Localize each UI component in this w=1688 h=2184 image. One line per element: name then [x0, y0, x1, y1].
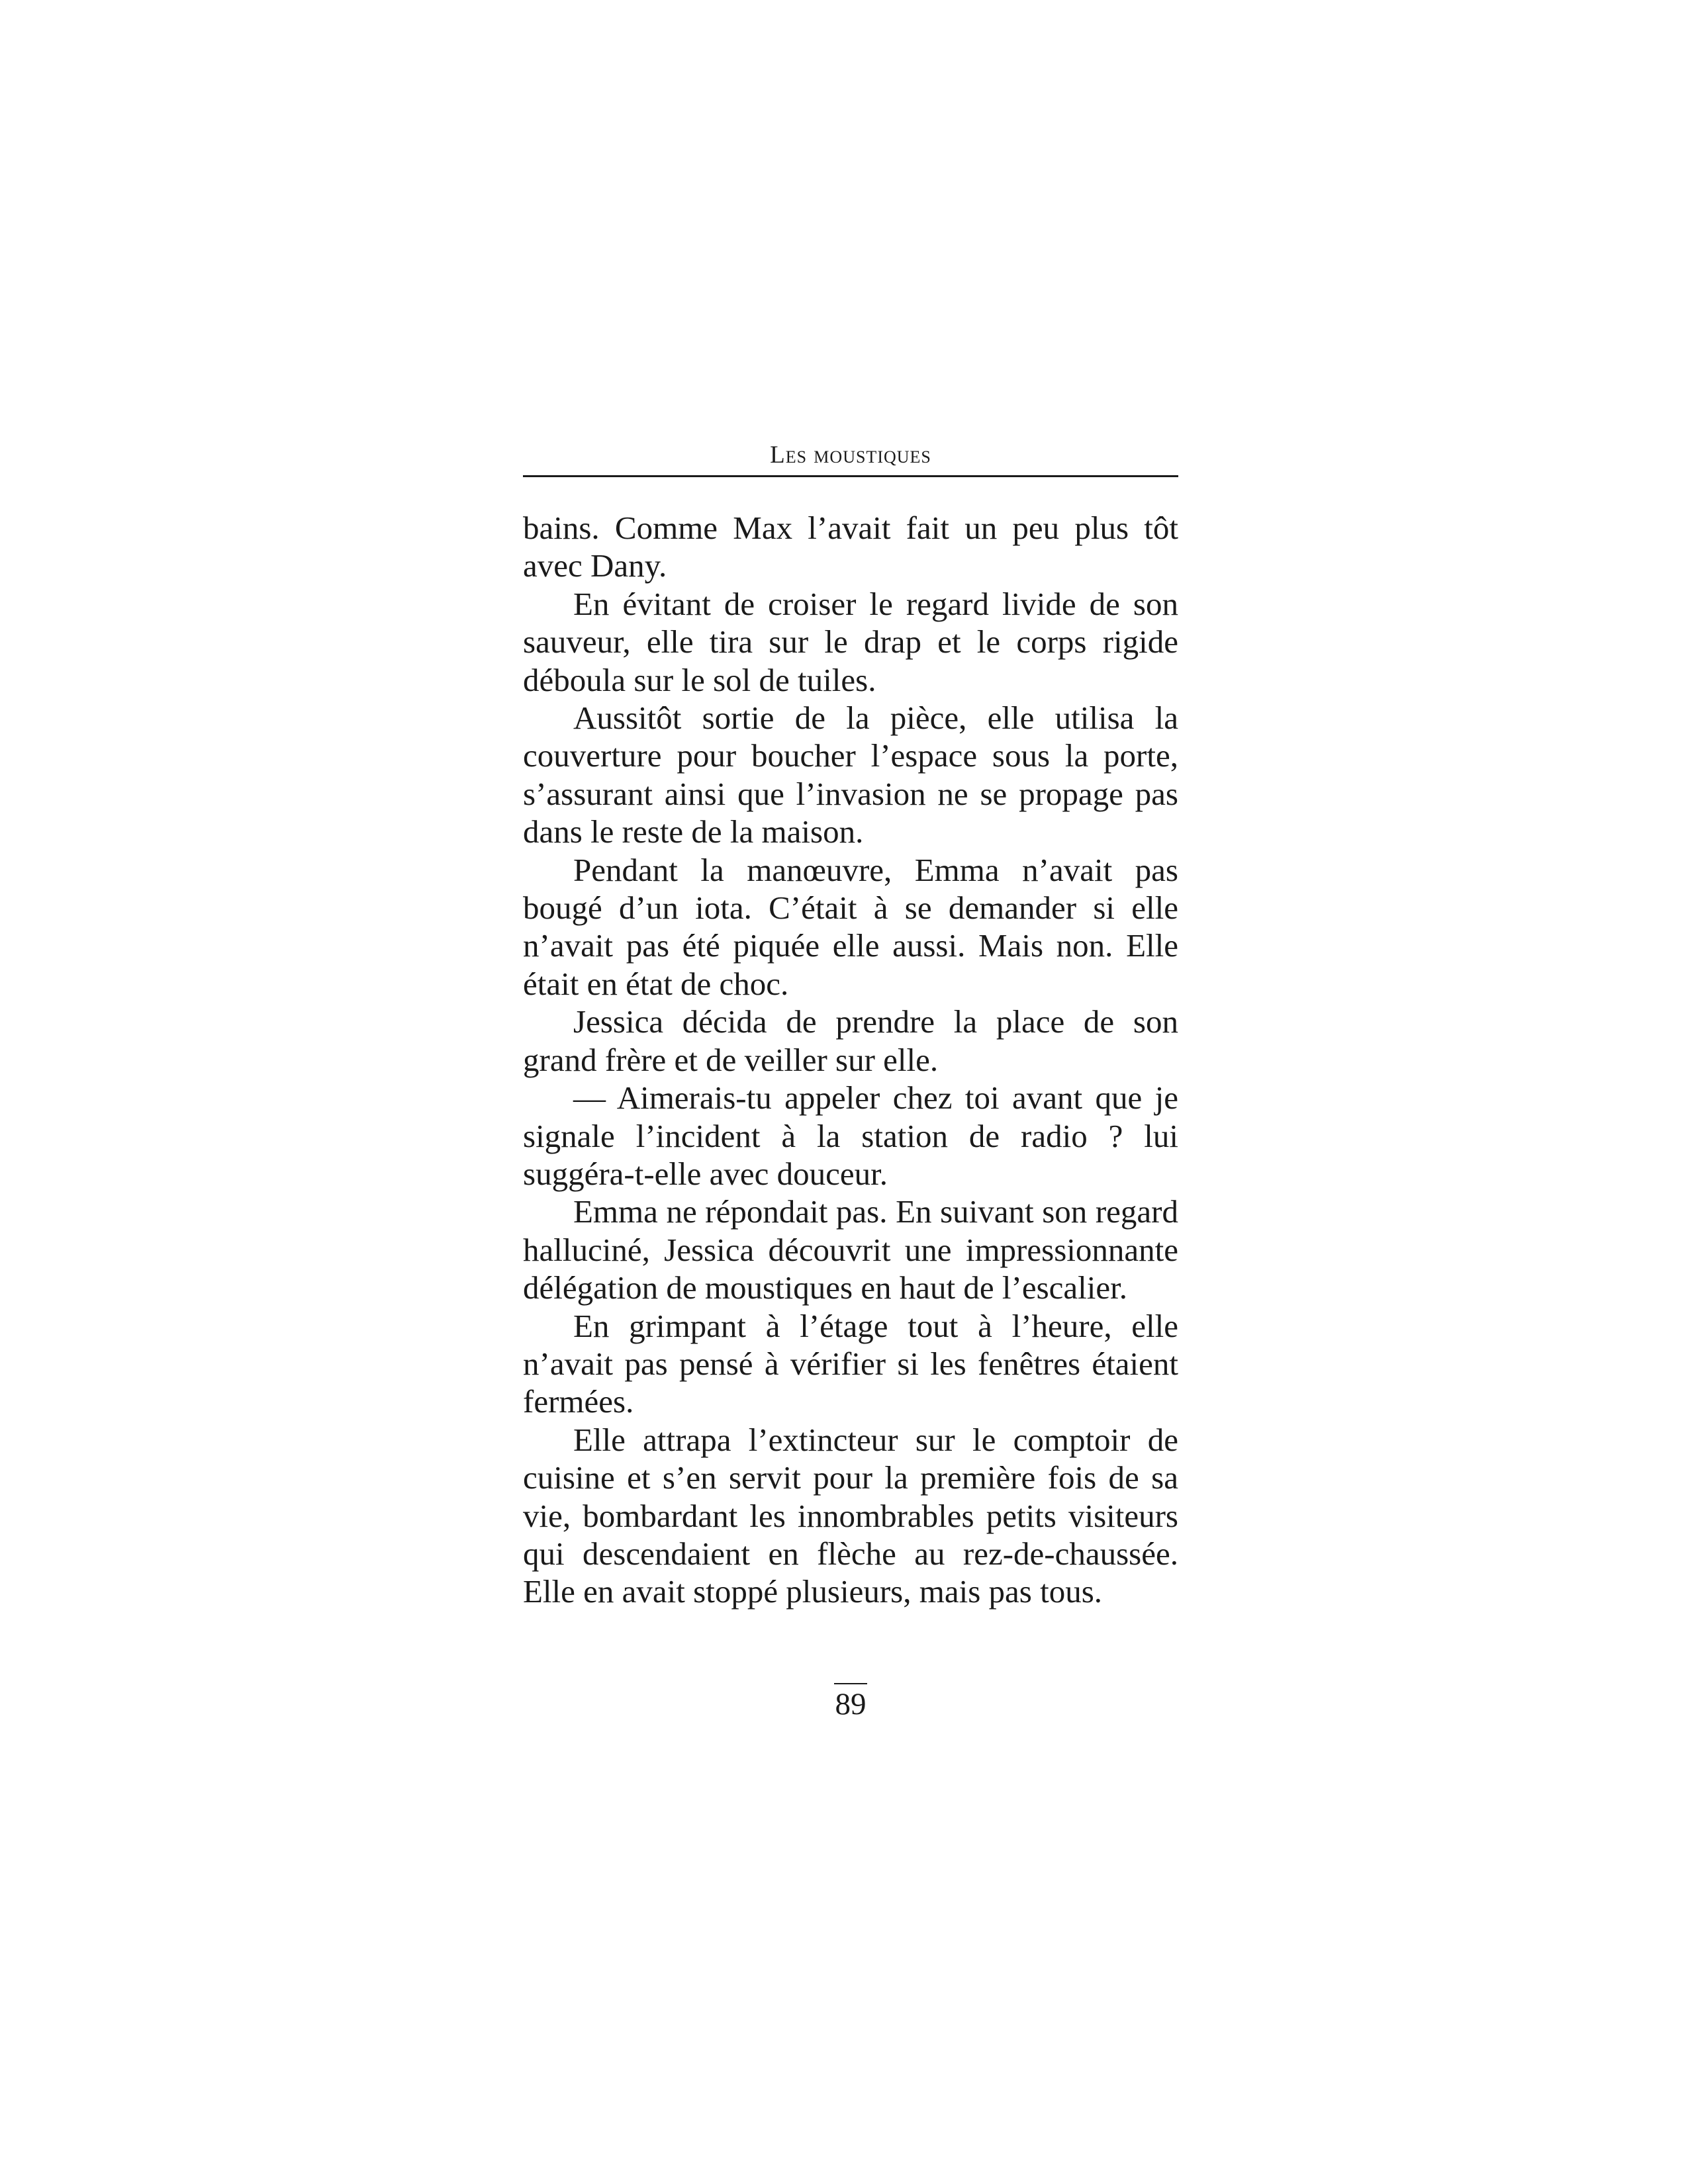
paragraph: En grimpant à l’étage tout à l’heure, elle n’avait pas pensé à vérifier si les fenêtres étaient fermées. — [523, 1307, 1178, 1420]
header-rule — [523, 475, 1178, 477]
body-text — [523, 509, 1178, 1611]
running-head: Les moustiques — [770, 441, 931, 469]
paragraph: — Aimerais-tu appeler chez toi avant que je signale l’incident à la station de radio ? lui suggéra-t-elle avec douceur. — [523, 1079, 1178, 1192]
paragraph: Emma ne répondait pas. En suivant son regard halluciné, Jessica découvrit une impressionnante délégation de moustiques en haut de l’escalier. — [523, 1193, 1178, 1306]
paragraph: Aussitôt sortie de la pièce, elle utilisa la couverture pour boucher l’espace sous la porte, s’assurant ainsi que l’invasion ne se propage pas dans le reste de la maison. — [523, 700, 1178, 850]
page-number-rule — [834, 1683, 867, 1684]
paragraph: Elle attrapa l’extincteur sur le comptoir de cuisine et s’en servit pour la première fois de sa vie, bombardant les innombrables petits visiteurs qui descendaient en flèche au rez-de-chaussée. Elle en avait stoppé plusieurs, mais pas tous. — [523, 1421, 1178, 1610]
page-number: 89 — [835, 1687, 867, 1721]
page-number-block — [523, 1683, 1178, 1723]
paragraph: Pendant la manœuvre, Emma n’avait pas bougé d’un iota. C’était à se demander si elle n’avait pas été piquée elle aussi. Mais non. Elle était en état de choc. — [523, 851, 1178, 1002]
paragraph: Jessica décida de prendre la place de son grand frère et de veiller sur elle. — [523, 1003, 1178, 1078]
paragraph: En évitant de croiser le regard livide de son sauveur, elle tira sur le drap et le corps rigide déboula sur le sol de tuiles. — [523, 585, 1178, 698]
paragraph: bains. Comme Max l’avait fait un peu plus tôt avec Dany. — [523, 510, 1178, 584]
book-page — [523, 437, 1178, 1721]
